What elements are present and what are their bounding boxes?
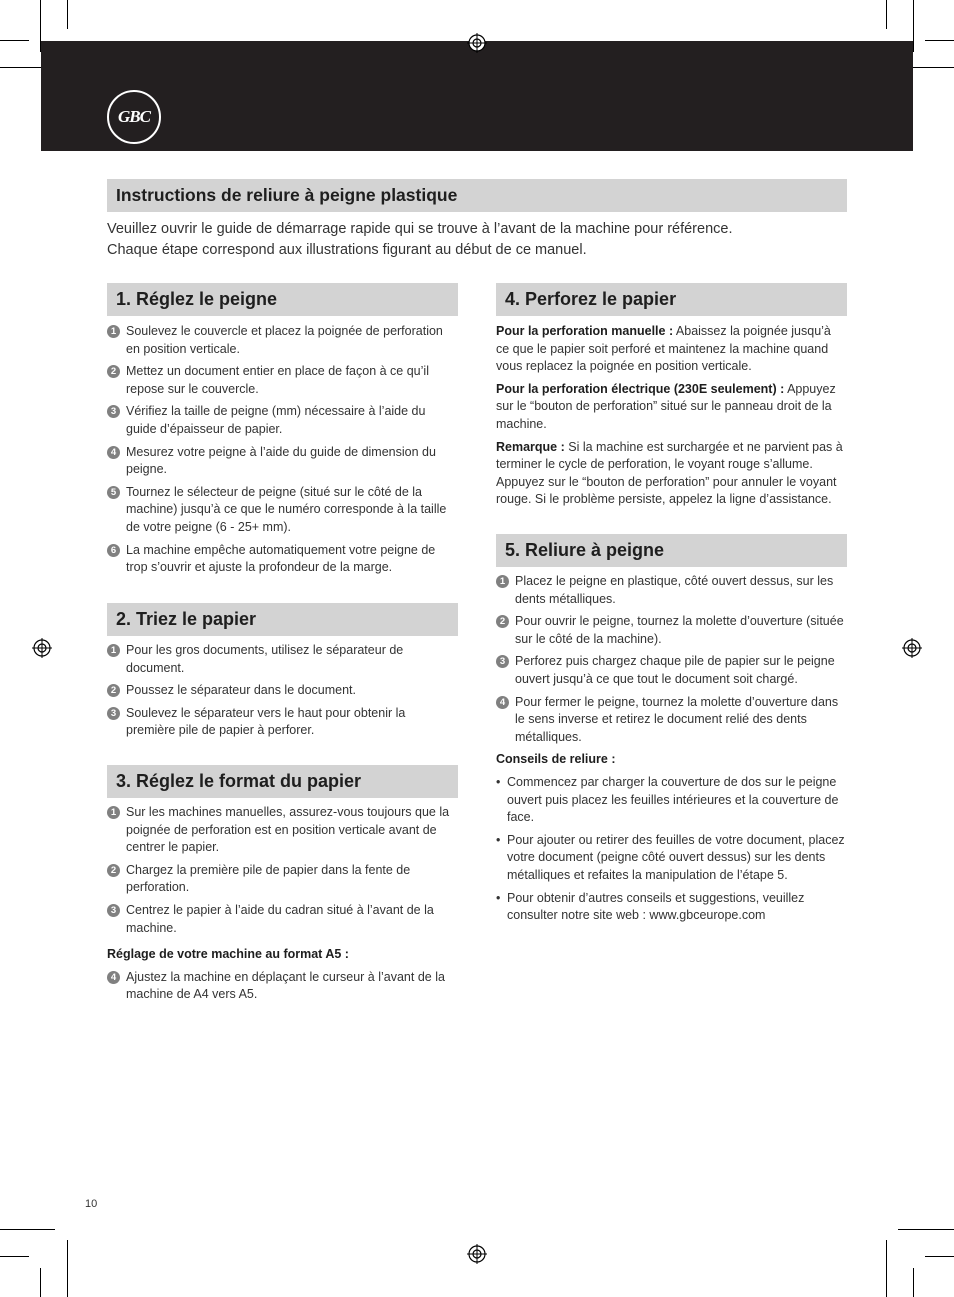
section-3-title: 3. Réglez le format du papier (116, 771, 362, 791)
step-text: Mettez un document entier en place de façon à ce qu’il repose sur le couvercle. (126, 364, 429, 396)
gbc-logo: GBC (107, 90, 161, 144)
section-2-title: 2. Triez le papier (116, 609, 257, 629)
section-4-text (496, 323, 847, 514)
paragraph-label: Remarque : (496, 439, 565, 454)
step-text: Pour les gros documents, utilisez le séparateur de document. (126, 643, 404, 675)
step-number: 3 (107, 904, 120, 917)
step-number: 4 (107, 446, 120, 459)
step-item (496, 613, 847, 648)
step-text: Tournez le sélecteur de peigne (situé sur le côté de la machine) jusqu’à ce que le numéro corresponde à la taille de votre peigne (6 - 25+ mm). (126, 484, 447, 534)
step-number: 1 (496, 575, 509, 588)
step-item (107, 484, 458, 537)
step-item (496, 653, 847, 688)
step-number: 1 (107, 806, 120, 819)
step-number: 3 (496, 655, 509, 668)
section-2-heading (107, 603, 458, 636)
section-2-steps (107, 642, 458, 745)
section-4-heading (496, 283, 847, 316)
step-text: Ajustez la machine en déplaçant le curseur à l’avant de la machine de A4 vers A5. (126, 969, 445, 1002)
section-1-steps (107, 323, 458, 582)
step-item (107, 363, 458, 398)
intro-line: Veuillez ouvrir le guide de démarrage rapide qui se trouve à l’avant de la machine pour référence. (107, 221, 733, 237)
section-3-steps (107, 804, 458, 1009)
page-number: 10 (85, 1198, 98, 1210)
paragraph-label: Pour la perforation électrique (230E seulement) : (496, 381, 785, 396)
step-item (107, 705, 458, 740)
step-text: La machine empêche automatiquement votre peigne de trop s’ouvrir et ajuste la profondeur de la marge. (126, 542, 436, 575)
registration-mark-icon (467, 33, 487, 53)
step-item (107, 804, 458, 857)
step-item (107, 403, 458, 438)
registration-mark-icon (32, 638, 52, 658)
step-item (107, 642, 458, 677)
header-band (41, 41, 913, 151)
step-item (107, 902, 458, 937)
paragraph-text: Appuyez sur le “bouton de perforation” situé sur le panneau droit de la machine. (496, 381, 836, 431)
section-1-heading (107, 283, 458, 316)
tips-heading: Conseils de reliure : (496, 752, 616, 767)
step-number: 4 (496, 696, 509, 709)
step-text: Vérifiez la taille de peigne (mm) nécessaire à l’aide du guide d’épaisseur de papier. (126, 404, 426, 436)
manual-punch-paragraph (496, 323, 847, 376)
step-item (107, 444, 458, 479)
crop-mark (40, 1268, 41, 1297)
section-5-steps (496, 573, 847, 930)
step-text: Soulevez le couvercle et placez la poignée de perforation en position verticale. (126, 324, 443, 356)
registration-mark-icon (902, 638, 922, 658)
step-text: Mesurez votre peigne à l’aide du guide de dimension du peigne. (126, 444, 436, 477)
step-item (107, 542, 458, 577)
paragraph-label: Pour la perforation manuelle : (496, 324, 674, 338)
step-item (107, 323, 458, 358)
crop-mark (886, 0, 887, 29)
step-text: Chargez la première pile de papier dans la fente de perforation. (126, 862, 411, 895)
crop-mark (0, 1256, 29, 1257)
step-number: 2 (107, 365, 120, 378)
step-text: Poussez le séparateur dans le document. (126, 683, 356, 698)
page-title (107, 179, 847, 212)
step-text: Pour ouvrir le peigne, tournez la molette d’ouverture (située sur le côté de la machine). (515, 614, 844, 646)
electric-punch-paragraph (496, 381, 847, 434)
step-number: 4 (107, 971, 120, 984)
section-5-title: 5. Reliure à peigne (505, 540, 665, 560)
step-text: Sur les machines manuelles, assurez-vous toujours que la poignée de perforation est en position verticale avant de centrer le papier. (126, 805, 450, 855)
step-number: 2 (107, 864, 120, 877)
step-number: 3 (107, 707, 120, 720)
step-number: 2 (496, 615, 509, 628)
section-1-title: 1. Réglez le peigne (116, 289, 278, 309)
remark-paragraph (496, 439, 847, 509)
crop-mark (0, 40, 29, 41)
step-number: 3 (107, 405, 120, 418)
step-text: Perforez puis chargez chaque pile de papier sur le peigne ouvert jusqu’à ce que tout le document soit chargé. (515, 654, 835, 686)
intro-line: Chaque étape correspond aux illustrations figurant au début de ce manuel. (107, 242, 587, 258)
crop-mark (886, 1240, 887, 1297)
step-item (107, 862, 458, 897)
crop-mark (925, 40, 954, 41)
step-text: Placez le peigne en plastique, côté ouvert dessus, sur les dents métalliques. (515, 574, 834, 606)
registration-mark-icon (467, 1244, 487, 1264)
tip-item: • Pour obtenir d’autres conseils et suggestions, veuillez consulter notre site web : www.gbceurope.com (496, 890, 847, 925)
step-text: Pour fermer le peigne, tournez la molette d’ouverture dans le sens inverse et retirez le document relié des dents métalliques. (515, 694, 839, 744)
tip-item: • Pour ajouter ou retirer des feuilles de votre document, placez votre document (peigne côté ouvert dessus) sur les dents métalliques et refaites la manipulation de l’étape 5. (496, 832, 847, 885)
crop-mark (0, 1229, 55, 1230)
tip-item: • Commencez par charger la couverture de dos sur le peigne ouvert puis placez les feuilles intérieures et la couverture de face. (496, 774, 847, 827)
step-number: 1 (107, 325, 120, 338)
step-item (107, 682, 458, 700)
crop-mark (913, 0, 914, 52)
step-number: 6 (107, 544, 120, 557)
section-3-heading (107, 765, 458, 798)
section-4-title: 4. Perforez le papier (505, 289, 677, 309)
step-text: Soulevez le séparateur vers le haut pour obtenir la première pile de papier à perforer. (126, 705, 406, 738)
a5-subheading: Réglage de votre machine au format A5 : (107, 947, 349, 962)
paragraph-text: Si la machine est surchargée et ne parvient pas à terminer le cycle de perforation, le voyant rouge s’allume. Appuyez sur le “bouton de perforation” pour annuler le voyant rouge. Si le problème persiste, appelez la ligne d’assistance. (496, 439, 843, 507)
step-number: 5 (107, 486, 120, 499)
section-5-heading (496, 534, 847, 567)
step-item (107, 969, 458, 1004)
step-item (496, 694, 847, 747)
step-item (496, 573, 847, 608)
crop-mark (67, 0, 68, 29)
step-number: 1 (107, 644, 120, 657)
page-title-text: Instructions de reliure à peigne plastique (116, 185, 458, 205)
crop-mark (913, 1268, 914, 1297)
step-number: 2 (107, 684, 120, 697)
paragraph-text: Abaissez la poignée jusqu’à ce que le papier soit perforé et maintenez la machine quand vous replacez la poignée en position verticale. (496, 324, 831, 374)
intro-text (107, 219, 847, 261)
crop-mark (925, 1256, 954, 1257)
step-text: Centrez le papier à l’aide du cadran situé à l’avant de la machine. (126, 902, 434, 935)
crop-mark (898, 1229, 954, 1230)
crop-mark (67, 1240, 68, 1297)
